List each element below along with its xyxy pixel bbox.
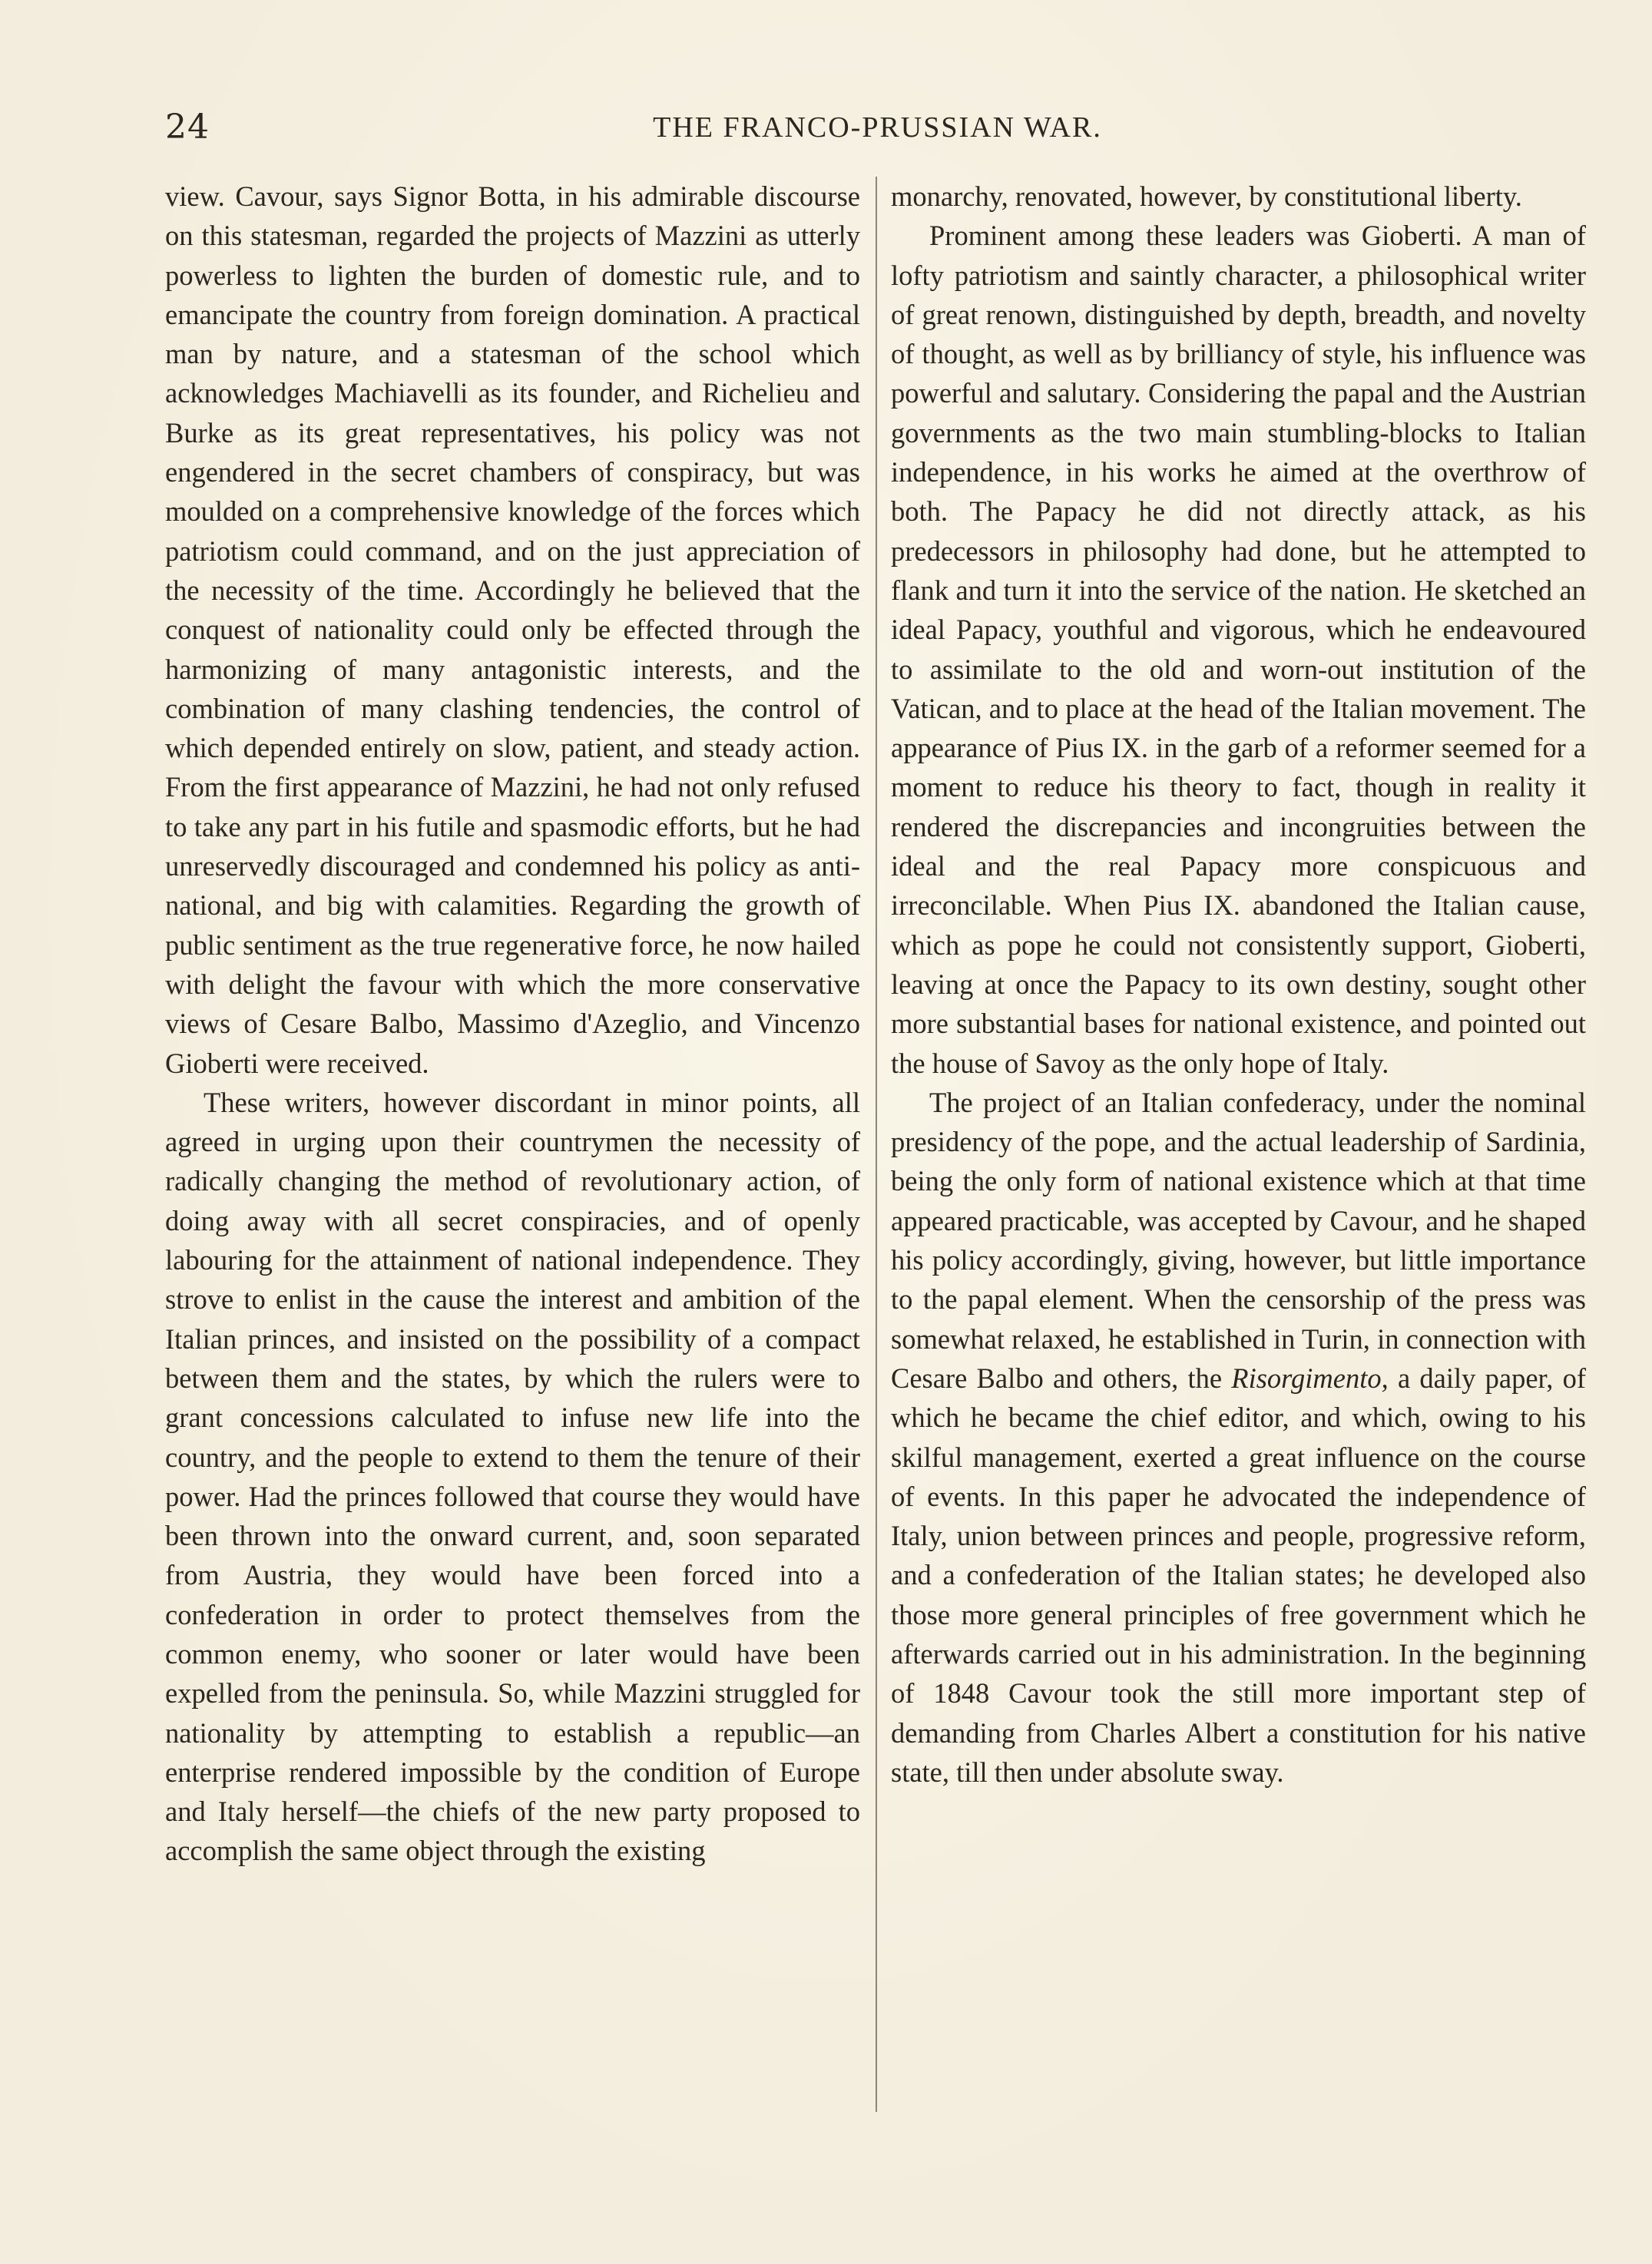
page-number: 24 bbox=[165, 108, 210, 147]
left-paragraph-1: view. Cavour, says Signor Botta, in his admirable discourse on this statesman, regarded the projects of Mazzini as utterly powerless to lighten the burden of domestic rule, and to emancipate the country from foreign domination. A practical man by nature, and a statesman of the school which acknowledges Machiavelli as its founder, and Richelieu and Burke as its great representatives, his policy was not engendered in the secret chambers of conspiracy, but was moulded on a comprehensive knowledge of the forces which patriotism could command, and on the just appreciation of the necessity of the time. Accordingly he believed that the conquest of nationality could only be effected through the harmonizing of many antagonistic interests, and the combination of many clashing tendencies, the control of which depended entirely on slow, patient, and steady action. From the first appearance of Mazzini, he had not only refused to take any part in his futile and spasmodic efforts, but he had unreservedly discouraged and condemned his policy as anti-national, and big with calamities. Regarding the growth of public sentiment as the true regenerative force, he now hailed with delight the favour with which the more conservative views of Cesare Balbo, Massimo d'Azeglio, and Vincenzo Gioberti were received. bbox=[165, 180, 860, 1079]
right-paragraph-2: Prominent among these leaders was Gioberti. A man of lofty patriotism and saintly character, a philosophical writer of great renown, distinguished by depth, breadth, and novelty of thought, as well as by brilliancy of style, his influence was powerful and salutary. Considering the papal and the Austrian governments as the two main stumbling-blocks to Italian independence, in his works he aimed at the overthrow of both. The Papacy he did not directly attack, as his predecessors in philosophy had done, but he attempted to flank and turn it into the service of the nation. He sketched an ideal Papacy, youthful and vigorous, which he endeavoured to assimilate to the old and worn-out institution of the Vatican, and to place at the head of the Italian movement. The appearance of Pius IX. in the garb of a reformer seemed for a moment to reduce his theory to fact, though in reality it rendered the discrepancies and incongruities between the ideal and the real Papacy more conspicuous and irreconcilable. When Pius IX. abandoned the Italian cause, which as pope he could not consistently support, Gioberti, leaving at once the Papacy to its own destiny, sought other more substantial bases for national existence, and pointed out the house of Savoy as the only hope of Italy. bbox=[891, 220, 1586, 1079]
running-title: THE FRANCO-PRUSSIAN WAR. bbox=[653, 111, 1102, 144]
right-paragraph-3 bbox=[891, 1083, 1586, 1792]
right-paragraph-3-end: a daily paper, of which he became the chief editor, and which, owing to his skilful management, exerted a great influence on the course of events. In this paper he advocated the independence of Italy, union between princes and people, progressive reform, and a confederation of the Italian states; he developed also those more general principles of free government which he afterwards carried out in his administration. In the beginning of 1848 Cavour took the still more important step of demanding from Charles Albert a constitution for his native state, till then under absolute sway. bbox=[891, 1362, 1586, 1788]
column-rule bbox=[876, 177, 877, 2112]
right-column bbox=[891, 177, 1586, 1792]
newspaper-title: Risorgimento, bbox=[1231, 1362, 1389, 1394]
right-paragraph-1: monarchy, renovated, however, by constitutional liberty. bbox=[891, 180, 1522, 212]
left-column bbox=[165, 177, 860, 1871]
right-paragraph-3-start: The project of an Italian confederacy, under the nominal presidency of the pope, and the actual leadership of Sardinia, being the only form of national existence which at that time appeared practicable, was accepted by Cavour, and he shaped his policy accordingly, giving, however, but little importance to the papal element. When the censorship of the press was somewhat relaxed, he established in Turin, in connection with Cesare Balbo and others, the bbox=[891, 1086, 1586, 1394]
left-paragraph-2: These writers, however discordant in minor points, all agreed in urging upon their countrymen the necessity of radically changing the method of revolutionary action, of doing away with all secret conspiracies, and of openly labouring for the attainment of national independence. They strove to enlist in the cause the interest and ambition of the Italian princes, and insisted on the possibility of a compact between them and the states, by which the rulers were to grant concessions calculated to infuse new life into the country, and the people to extend to them the tenure of their power. Had the princes followed that course they would have been thrown into the onward current, and, soon separated from Austria, they would have been forced into a confederation in order to protect themselves from the common enemy, who sooner or later would have been expelled from the peninsula. So, while Mazzini struggled for nationality by attempting to establish a republic—an enterprise rendered impossible by the condition of Europe and Italy herself—the chiefs of the new party proposed to accomplish the same object through the existing bbox=[165, 1086, 860, 1867]
running-head bbox=[165, 108, 1590, 154]
